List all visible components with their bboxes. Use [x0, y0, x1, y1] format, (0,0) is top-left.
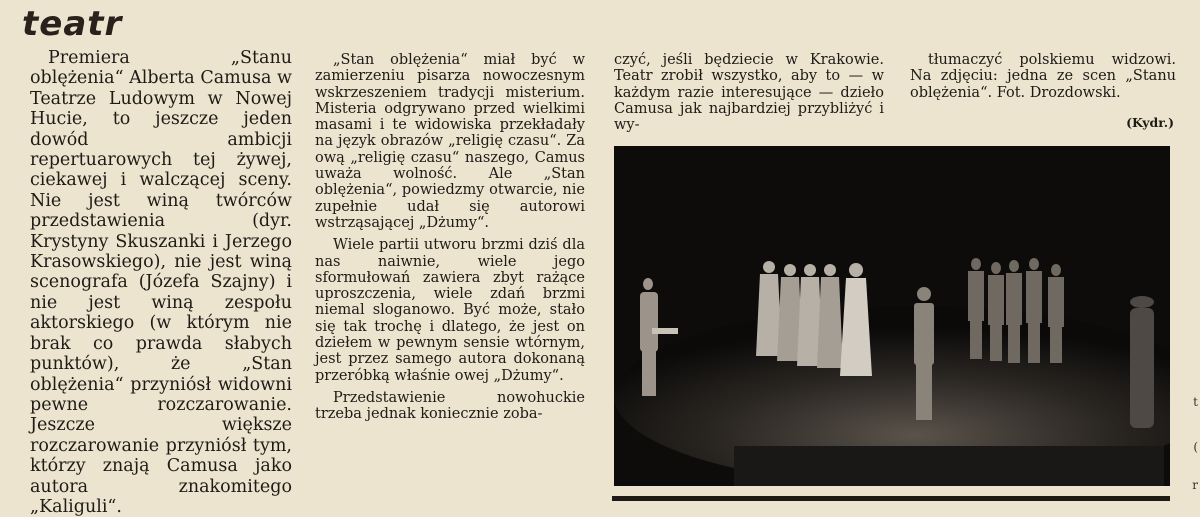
photo-caption: tłumaczyć polskiemu widzowi. Na zdjęciu: jedna ze scen „Stanu oblężenia“. Fot. Drozdowski.	[910, 52, 1176, 101]
paragraph: „Stan oblężenia“ miał być w zamierzeniu pisarza nowoczesnym wskrzeszeniem tradycji misterium. Misteria odgrywano przed wielkimi masami i te widowiska przekładały na język obrazów „religię czasu“. Za ową „religię czasu“ naszego, Camus uważa wolność. Ale „Stan oblężenia“, powiedzmy otwarcie, nie zupełnie udał się autorowi wstrząsającej „Dżumy“.	[315, 52, 585, 231]
cropped-edge-text: (	[1193, 440, 1198, 454]
cropped-edge-text: t	[1193, 395, 1198, 409]
article-column-2	[315, 52, 585, 423]
stage-scene-image	[614, 146, 1170, 486]
author-credit: (Kydr.)	[1126, 115, 1174, 130]
cropped-edge-text: r	[1192, 478, 1198, 492]
paragraph: Premiera „Stanu oblężenia“ Alberta Camusa w Teatrze Ludowym w Nowej Hucie, to jeszcze jeden dowód ambicji repertuarowych tej żywej, ciekawej i walczącej sceny. Nie jest winą twórców przedstawienia (dyr. Krystyny Skuszanki i Jerzego Krasowskiego), nie jest winą scenografa (Józefa Szajny) i nie jest winą zespołu aktorskiego (w którym nie brak co prawda słabych punktów), że „Stan oblężenia“ przyniósł widowni pewne rozczarowanie. Jeszcze większe rozczarowanie przyniósł tym, którzy znają Camusa jako autora znakomitego „Kaliguli“.	[30, 48, 292, 517]
paragraph: Wiele partii utworu brzmi dziś dla nas naiwnie, wiele jego sformułowań zawiera zbyt rażące uproszczenia, wiele zdań brzmi niemal sloganowo. Być może, stało się tak trochę i dlatego, że jest on dziełem w pewnym sensie wtórnym, jest przez samego autora dokonaną przeróbką właśnie owej „Dżumy“.	[315, 237, 585, 384]
article-column-4	[910, 52, 1176, 101]
article-column-3	[614, 52, 884, 133]
paragraph: Przedstawienie nowohuckie trzeba jednak koniecznie zoba-	[315, 389, 585, 423]
stage-photo	[614, 146, 1170, 486]
section-title: teatr	[22, 4, 123, 44]
paragraph: czyć, jeśli będziecie w Krakowie. Teatr zrobił wszystko, aby to — w każdym razie interesujące — dzieło Camusa jak najbardziej przybliżyć i wy-	[614, 52, 884, 134]
divider-rule	[612, 496, 1170, 501]
article-column-1	[30, 48, 292, 517]
